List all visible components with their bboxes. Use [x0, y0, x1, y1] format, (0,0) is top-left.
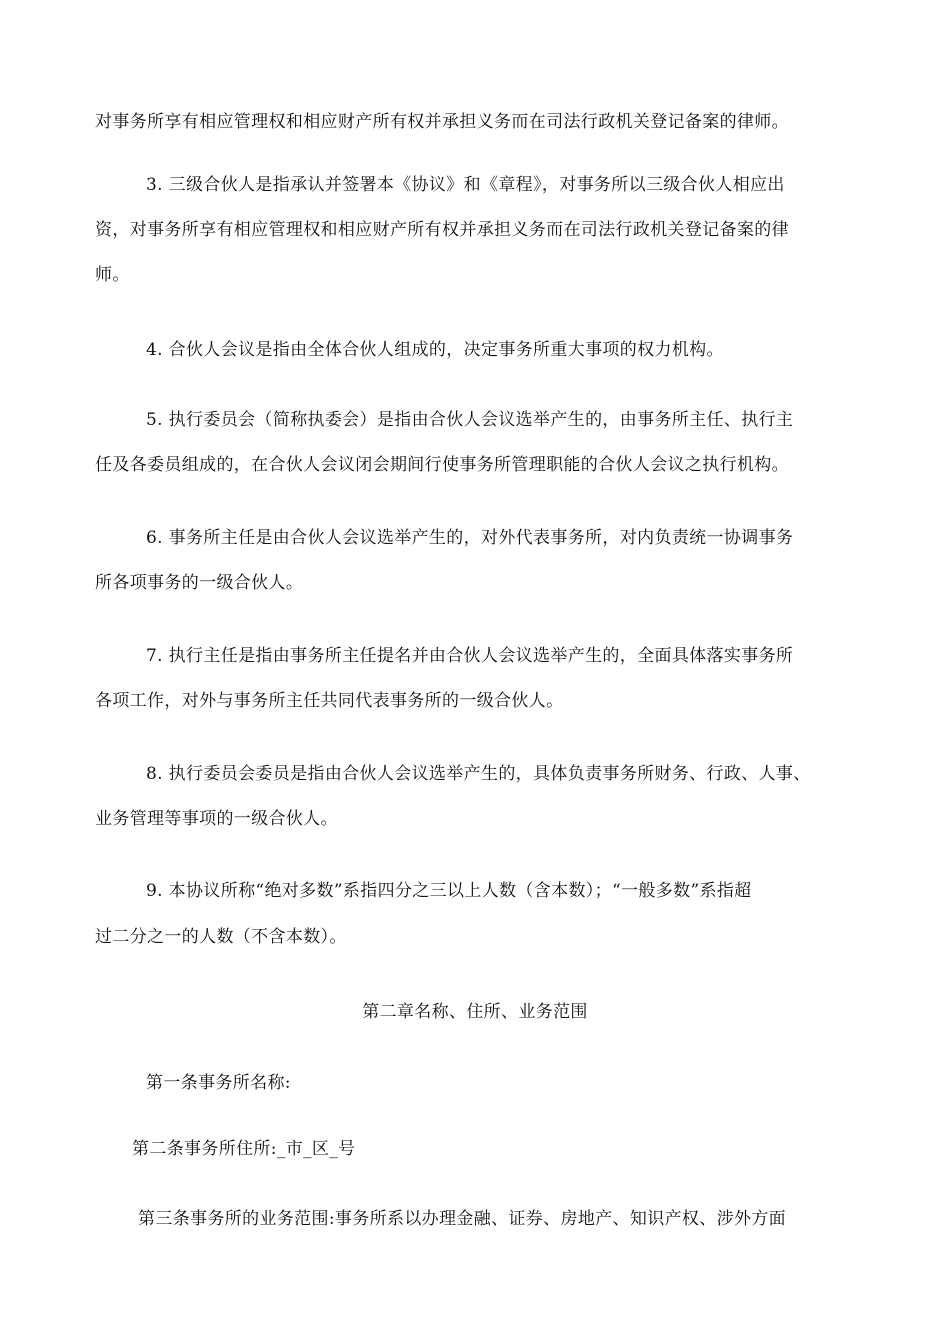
paragraph-line: 各项工作，对外与事务所主任共同代表事务所的一级合伙人。 — [95, 691, 564, 711]
paragraph-line: 5. 执行委员会（简称执委会）是指由合伙人会议选举产生的，由事务所主任、执行主 — [146, 410, 794, 430]
paragraph-line: 所各项事务的一级合伙人。 — [95, 573, 304, 593]
paragraph-line: 任及各委员组成的，在合伙人会议闭会期间行使事务所管理职能的合伙人会议之执行机构。 — [95, 455, 789, 475]
paragraph-line: 9. 本协议所称“绝对多数”系指四分之三以上人数（含本数）；“一般多数”系指超 — [146, 881, 752, 901]
paragraph-line: 4. 合伙人会议是指由全体合伙人组成的，决定事务所重大事项的权力机构。 — [146, 340, 724, 360]
paragraph-line: 过二分之一的人数（不含本数）。 — [95, 927, 347, 947]
article-line: 第三条事务所的业务范围:事务所系以办理金融、证券、房地产、知识产权、涉外方面 — [138, 1209, 787, 1229]
paragraph-line: 8. 执行委员会委员是指由合伙人会议选举产生的，具体负责事务所财务、行政、人事、 — [146, 764, 811, 784]
paragraph-line: 对事务所享有相应管理权和相应财产所有权并承担义务而在司法行政机关登记备案的律师。 — [95, 112, 789, 132]
paragraph-line: 师。 — [95, 265, 130, 285]
paragraph-line: 业务管理等事项的一级合伙人。 — [95, 809, 338, 829]
article-line: 第二条事务所住所:_市_区_号 — [132, 1139, 356, 1159]
chapter-heading: 第二章名称、住所、业务范围 — [362, 1002, 588, 1022]
paragraph-line: 7. 执行主任是指由事务所主任提名并由合伙人会议选举产生的，全面具体落实事务所 — [146, 646, 794, 666]
paragraph-line: 3. 三级合伙人是指承认并签署本《协议》和《章程》，对事务所以三级合伙人相应出 — [146, 175, 785, 195]
paragraph-line: 6. 事务所主任是由合伙人会议选举产生的，对外代表事务所，对内负责统一协调事务 — [146, 528, 794, 548]
article-line: 第一条事务所名称: — [146, 1073, 291, 1093]
paragraph-line: 资，对事务所享有相应管理权和相应财产所有权并承担义务而在司法行政机关登记备案的律 — [95, 220, 789, 240]
